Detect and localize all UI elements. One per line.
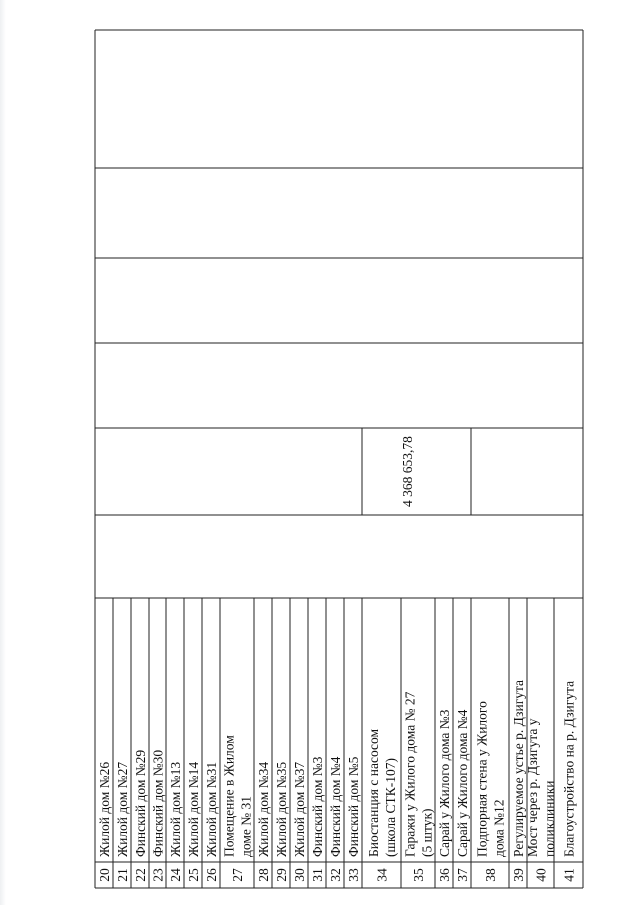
row-name: Сарай у Жилого дома №3 (437, 709, 452, 857)
row-name: Сарай у Жилого дома №4 (455, 709, 470, 857)
row-name-line: Биостанция с насосом (366, 728, 381, 857)
row-name: Жилой дом №37 (292, 761, 307, 857)
row-number: 37 (455, 868, 470, 882)
row-name: Жилой дом №14 (186, 761, 201, 857)
row-name: Жилой дом №35 (274, 761, 289, 857)
row-number: 25 (186, 868, 201, 882)
row-number: 39 (511, 868, 526, 882)
row-number: 38 (483, 868, 498, 882)
row-number: 23 (150, 868, 166, 882)
row-number: 22 (133, 868, 148, 882)
row-name-line: доме № 31 (238, 795, 254, 857)
row-name: Жилой дом №26 (97, 761, 112, 857)
row-number: 28 (256, 868, 271, 882)
row-name: Регулируемое устье р. Дзигута (511, 679, 526, 857)
row-name-line: (школа СТК-107) (383, 758, 398, 857)
row-number: 33 (346, 868, 361, 882)
row-name: Жилой дом №13 (168, 761, 183, 857)
row-name: Финский дом №5 (346, 756, 361, 857)
row-name: Жилой дом №34 (256, 761, 271, 857)
row-number: 31 (310, 868, 325, 882)
row-name-line: (5 штук) (419, 808, 435, 857)
row-number: 36 (437, 868, 452, 882)
row-name-line: дома №12 (491, 799, 507, 857)
total-value: 4 368 653,78 (400, 436, 415, 507)
row-number: 30 (292, 868, 307, 882)
row-name: Жилой дом №27 (115, 761, 130, 857)
row-number: 40 (533, 868, 549, 882)
row-number: 29 (274, 868, 289, 882)
row-number: 27 (230, 868, 245, 882)
row-number: 26 (204, 868, 219, 882)
row-number: 35 (411, 868, 426, 882)
row-name: Финский дом №3 (310, 756, 325, 857)
row-name-line: Помещение в Жилом (221, 735, 237, 857)
row-name: Финский дом №30 (150, 749, 166, 857)
row-name: Финский дом №29 (133, 749, 148, 857)
row-number: 24 (168, 868, 183, 882)
row-name-line: Мост через р. Дзигута у (525, 718, 540, 857)
row-name: Жилой дом №31 (204, 761, 219, 857)
row-name: Благоустройство на р. Дзигута (561, 680, 577, 857)
row-name-line: поликлиники (542, 780, 557, 857)
row-number: 41 (561, 868, 577, 882)
row-number: 21 (115, 868, 130, 882)
row-number: 34 (374, 868, 390, 882)
row-number: 20 (97, 868, 112, 882)
row-name-line: Гаражи у Жилого дома № 27 (402, 691, 418, 857)
row-name-line: Подпорная стена у Жилого (474, 701, 490, 857)
row-name: Финский дом №4 (328, 756, 343, 857)
row-number: 32 (328, 868, 343, 882)
